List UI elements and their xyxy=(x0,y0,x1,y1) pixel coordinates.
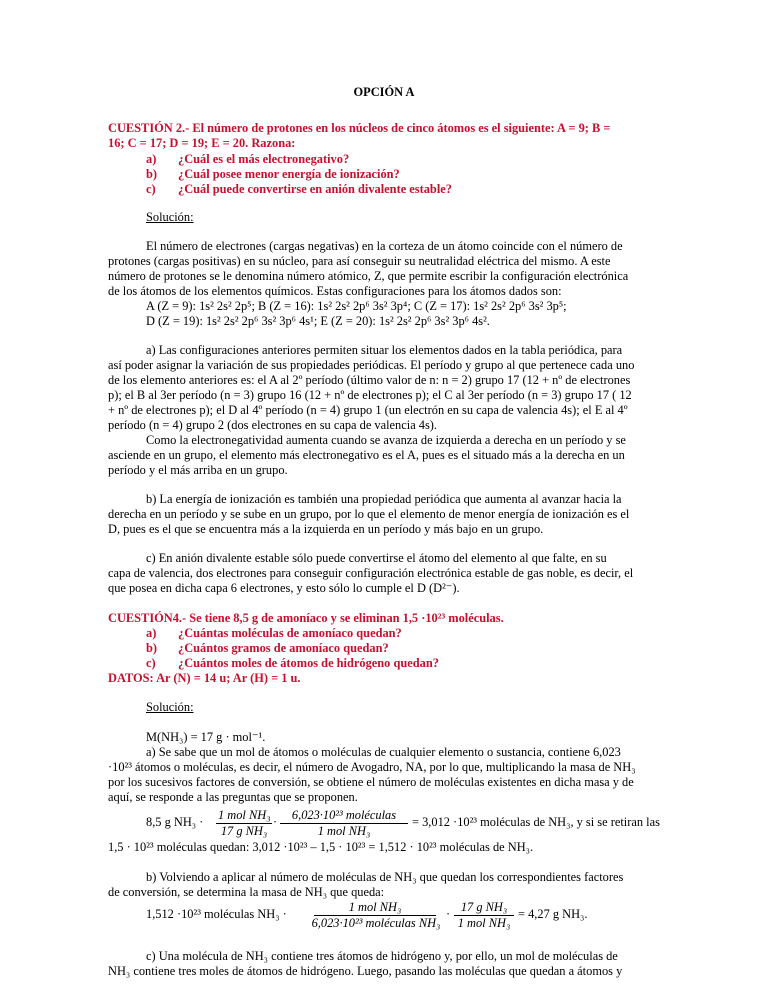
q2-pc-line: que posea en dicha capa 6 electrones, y esto sólo lo cumple el D (D²⁻). xyxy=(108,581,460,595)
eq-b-dot: · xyxy=(446,907,451,921)
q2-pa-line: p); el B al 3er período (n = 3) grupo 16 (12 + nº de electrones p); el C al 3er período (n = 3) grupo 17 ( 12 xyxy=(108,388,632,402)
eq-b-result: = 4,27 g NH₃. xyxy=(518,907,588,921)
q4-item-a-marker: a) xyxy=(146,626,157,640)
q2-pa-line: período y el más arriba en un grupo. xyxy=(108,463,288,477)
q4-pa-line: a) Se sabe que un mol de átomos o moléculas de cualquier elemento o sustancia, contiene 6,023 xyxy=(146,745,621,759)
q2-pb-line: derecha en un período y se sube en un grupo, por lo que el elemento de menor energía de ionización es el xyxy=(108,507,630,521)
eq-b-fraction1-denominator: 6,023·10²³ moléculas NH₃ xyxy=(311,916,441,930)
q4-pa-line: aquí, se responde a las preguntas que se proponen. xyxy=(108,790,358,804)
q2-item-a-text: ¿Cuál es el más electronegativo? xyxy=(178,152,350,166)
eq-a-lead: 8,5 g NH₃ · xyxy=(146,815,204,829)
eq-a-result: = 3,012 ·10²³ moléculas de NH₃, y si se retiran las xyxy=(412,815,660,829)
q2-heading-line1: CUESTIÓN 2.- El número de protones en los núcleos de cinco átomos es el siguiente: A = 9; B = xyxy=(108,121,611,135)
q2-item-b-text: ¿Cuál posee menor energía de ionización? xyxy=(178,167,400,181)
q2-pa-line: así poder asignar la variación de sus propiedades periódicas. El período y grupo al que pertenece cada uno xyxy=(108,358,635,372)
eq-a-dot: · xyxy=(273,815,278,829)
q2-item-b-marker: b) xyxy=(146,167,158,181)
q4-item-b-marker: b) xyxy=(146,641,158,655)
q2-pa-line: de los elemento anteriores es: el A al 2º período (último valor de n: n = 2) grupo 17 (12 + nº de electrones xyxy=(108,373,631,387)
eq-b-fraction2-numerator: 17 g NH₃ xyxy=(460,900,508,914)
eq-a-fraction1-denominator: 17 g NH₃ xyxy=(220,824,268,838)
eq-b-lead: 1,512 ·10²³ moléculas NH₃ · xyxy=(146,907,287,921)
eq-a-fraction1-numerator: 1 mol NH₃ xyxy=(218,808,271,822)
q2-item-c-marker: c) xyxy=(146,182,156,196)
q4-pa-line: ·10²³ átomos o moléculas, es decir, el número de Avogadro, NA, por lo que, multiplicando la masa de NH₃ xyxy=(108,760,636,774)
eq-b-fraction2-denominator: 1 mol NH₃ xyxy=(457,916,511,930)
q2-p1-line: número de protones se le denomina número atómico, Z, que permite escribir la configuración electrónica xyxy=(108,269,629,283)
q4-pc-line: NH₃ contiene tres moles de átomos de hidrógeno. Luego, pasando las moléculas que quedan a átomos y xyxy=(108,964,623,978)
q2-config-line: A (Z = 9): 1s² 2s² 2p⁵; B (Z = 16): 1s² 2s² 2p⁶ 3s² 3p⁴; C (Z = 17): 1s² 2s² 2p⁶ 3s² 3p⁵; xyxy=(146,299,567,313)
q2-solution-label: Solución: xyxy=(146,210,194,224)
q4-item-a-text: ¿Cuántas moléculas de amoníaco quedan? xyxy=(178,626,402,640)
eq-a-fraction2-denominator: 1 mol NH₃ xyxy=(317,824,371,838)
q2-p1-line: El número de electrones (cargas negativas) en la corteza de un átomo coincide con el número de xyxy=(146,239,623,253)
page-title: OPCIÓN A xyxy=(353,85,415,99)
q2-pa-line: Como la electronegatividad aumenta cuando se avanza de izquierda a derecha en un período y se xyxy=(146,433,626,447)
q2-p1-line: de los átomos de los elementos químicos. Estas configuraciones para los átomos dados son: xyxy=(108,284,562,298)
q4-data-line: DATOS: Ar (N) = 14 u; Ar (H) = 1 u. xyxy=(108,671,301,685)
q4-pa-line: por los sucesivos factores de conversión, se obtiene el número de moléculas existentes en dicha masa y de xyxy=(108,775,634,789)
q2-heading-line2: 16; C = 17; D = 19; E = 20. Razona: xyxy=(108,136,296,150)
q2-pc-line: c) En anión divalente estable sólo puede convertirse el átomo del elemento al que falte, en su xyxy=(146,551,607,565)
q4-pb-line: b) Volviendo a aplicar al número de moléculas de NH₃ que quedan los correspondientes factores xyxy=(146,870,624,884)
q4-pa-end: 1,5 · 10²³ moléculas quedan: 3,012 ·10²³ – 1,5 · 10²³ = 1,512 · 10²³ moléculas de NH₃. xyxy=(108,840,534,854)
q4-molar-mass: M(NH₃) = 17 g · mol⁻¹. xyxy=(146,730,266,744)
q2-item-a-marker: a) xyxy=(146,152,157,166)
q4-item-c-text: ¿Cuántos moles de átomos de hidrógeno quedan? xyxy=(178,656,439,670)
q2-pb-line: b) La energía de ionización es también una propiedad periódica que aumenta al avanzar hacia la xyxy=(146,492,622,506)
q2-config-line: D (Z = 19): 1s² 2s² 2p⁶ 3s² 3p⁶ 4s¹; E (Z = 20): 1s² 2s² 2p⁶ 3s² 3p⁶ 4s². xyxy=(146,314,490,328)
q2-pa-line: a) Las configuraciones anteriores permiten situar los elementos dados en la tabla periódica, para xyxy=(146,343,623,357)
q2-item-c-text: ¿Cuál puede convertirse en anión divalente estable? xyxy=(178,182,452,196)
q2-pb-line: D, pues es el que se encuentra más a la izquierda en un período y más bajo en un grupo. xyxy=(108,522,544,536)
q2-pa-line: período (n = 4) grupo 2 (dos electrones en su capa de valencia 4s). xyxy=(108,418,438,432)
q4-item-c-marker: c) xyxy=(146,656,156,670)
q4-heading: CUESTIÓN4.- Se tiene 8,5 g de amoníaco y se eliminan 1,5 ·10²³ moléculas. xyxy=(108,611,504,625)
q4-pb-line: de conversión, se determina la masa de NH₃ que queda: xyxy=(108,885,385,899)
q2-p1-line: protones (cargas positivas) en su núcleo, para así conseguir su neutralidad eléctrica del mismo. A este xyxy=(108,254,611,268)
q2-pa-line: asciende en un grupo, el elemento más electronegativo es el A, pues es el situado más a la derecha en un xyxy=(108,448,625,462)
q2-pc-line: capa de valencia, dos electrones para conseguir configuración electrónica estable de gas noble, es decir, el xyxy=(108,566,634,580)
eq-b-fraction1-numerator: 1 mol NH₃ xyxy=(348,900,402,914)
eq-a-fraction2-numerator: 6,023·10²³ moléculas xyxy=(291,808,397,822)
q4-item-b-text: ¿Cuántos gramos de amoníaco quedan? xyxy=(178,641,389,655)
q4-solution-label: Solución: xyxy=(146,700,194,714)
q4-pc-line: c) Una molécula de NH₃ contiene tres átomos de hidrógeno y, por ello, un mol de moléculas de xyxy=(146,949,618,963)
q2-pa-line: + nº de electrones p); el D al 4º período (n = 4) grupo 1 (un electrón en su capa de valencia 4s); el E al 4º xyxy=(108,403,628,417)
